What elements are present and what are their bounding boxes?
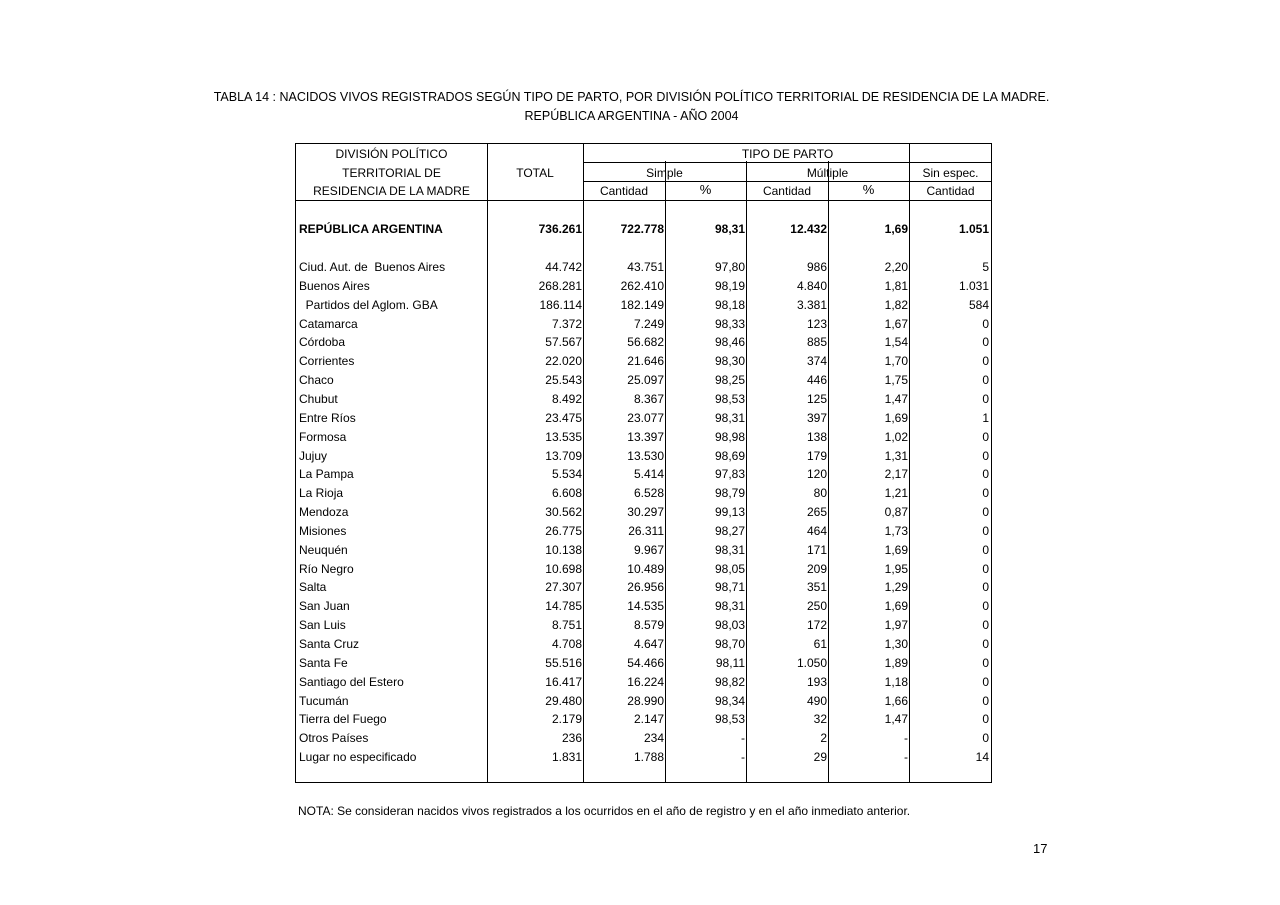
cell-simple-cantidad: 54.466 [627,656,664,670]
cell-division: Jujuy [299,449,328,463]
header-pct: % [862,182,875,197]
cell-division: San Juan [299,599,350,613]
cell-division: Buenos Aires [299,279,370,293]
cell-simple-pct: - [741,750,745,764]
cell-simple-cantidad: 4.647 [633,637,664,651]
cell-multiple-pct: 1,30 [884,637,908,651]
cell-sin-espec: 0 [982,618,989,632]
cell-total: 4.708 [551,637,582,651]
cell-multiple-pct: 2,20 [884,260,908,274]
cell-total: 1.831 [551,750,582,764]
cell-division: Partidos del Aglom. GBA [299,298,438,312]
cell-sin-espec: 0 [982,392,989,406]
cell-division: Córdoba [299,335,346,349]
cell-simple-pct: 98,98 [714,430,745,444]
cell-simple-cantidad: 30.297 [627,505,664,519]
table-subtitle: REPÚBLICA ARGENTINA - AÑO 2004 [524,109,739,123]
cell-multiple-cantidad: 490 [806,694,827,708]
cell-division: Chubut [299,392,338,406]
cell-sin-espec: 0 [982,449,989,463]
cell-simple-cantidad: 13.530 [627,449,664,463]
cell-simple-cantidad: 262.410 [620,279,664,293]
cell-total: 16.417 [545,675,582,689]
cell-sin-espec: 0 [982,543,989,557]
cell-simple-pct: 98,69 [714,449,745,463]
cell-sin-espec: 14 [975,750,989,764]
cell-multiple-pct: 1,75 [884,373,908,387]
cell-total: 26.775 [545,524,582,538]
cell-total: 27.307 [545,580,582,594]
cell-multiple-cantidad: 4.840 [796,279,827,293]
cell-total: 10.138 [545,543,582,557]
cell-simple-pct: 98,53 [714,392,745,406]
cell-total: 5.534 [551,467,582,481]
cell-sin-espec: 0 [982,637,989,651]
cell-division: Neuquén [299,543,348,557]
cell-multiple-cantidad: 209 [806,562,827,576]
header-line [583,181,991,182]
cell-simple-pct: 98,70 [714,637,745,651]
cell-sin-espec: 0 [982,354,989,368]
cell-simple-pct: 98,82 [714,675,745,689]
cell-multiple-cantidad: 179 [806,449,827,463]
cell-simple-pct: 98,34 [714,694,745,708]
cell-total: 55.516 [545,656,582,670]
cell-simple-pct: 98,31 [714,222,745,236]
cell-simple-cantidad: 8.579 [633,618,664,632]
cell-simple-pct: 97,80 [714,260,745,274]
table-title: TABLA 14 : NACIDOS VIVOS REGISTRADOS SEGÚN TIPO DE PARTO, POR DIVISIÓN POLÍTICO TERRITORIAL DE RESIDENCIA DE LA MADRE. [213,90,1050,104]
cell-multiple-pct: 1,67 [884,317,908,331]
cell-sin-espec: 0 [982,467,989,481]
cell-simple-pct: 98,33 [714,317,745,331]
cell-multiple-pct: - [904,731,908,745]
cell-sin-espec: 0 [982,317,989,331]
cell-multiple-pct: 1,69 [884,411,908,425]
cell-multiple-pct: 1,69 [884,222,908,236]
cell-sin-espec: 5 [982,260,989,274]
cell-simple-cantidad: 8.367 [633,392,664,406]
header-sin-espec: Sin espec. [922,166,979,180]
cell-multiple-pct: 1,89 [884,656,908,670]
cell-division: REPÚBLICA ARGENTINA [299,222,443,236]
cell-simple-cantidad: 56.682 [627,335,664,349]
col-divider [487,144,488,782]
col-divider [583,144,584,782]
cell-sin-espec: 0 [982,335,989,349]
cell-sin-espec: 0 [982,580,989,594]
cell-simple-pct: - [741,731,745,745]
col-divider [665,144,666,782]
cell-multiple-pct: - [904,750,908,764]
cell-sin-espec: 0 [982,675,989,689]
cell-total: 14.785 [545,599,582,613]
header-pct: % [699,182,712,197]
cell-sin-espec: 1.031 [958,279,989,293]
cell-division: La Rioja [299,486,344,500]
cell-total: 8.492 [551,392,582,406]
cell-multiple-cantidad: 80 [813,486,827,500]
cell-division: Lugar no especificado [299,750,417,764]
cell-total: 736.261 [538,222,582,236]
header-line [583,162,991,163]
cell-total: 13.709 [545,449,582,463]
cell-simple-cantidad: 6.528 [633,486,664,500]
cell-multiple-cantidad: 61 [813,637,827,651]
cell-multiple-cantidad: 171 [806,543,827,557]
cell-multiple-pct: 1,97 [884,618,908,632]
cell-multiple-pct: 0,87 [884,505,908,519]
cell-multiple-pct: 2,17 [884,467,908,481]
cell-simple-pct: 98,18 [714,298,745,312]
cell-multiple-pct: 1,21 [884,486,908,500]
cell-total: 7.372 [551,317,582,331]
cell-division: Mendoza [299,505,349,519]
cell-multiple-pct: 1,70 [884,354,908,368]
cell-total: 13.535 [545,430,582,444]
cell-total: 22.020 [545,354,582,368]
cell-division: La Pampa [299,467,354,481]
cell-simple-cantidad: 13.397 [627,430,664,444]
cell-division: Santa Cruz [299,637,360,651]
cell-sin-espec: 0 [982,712,989,726]
cell-multiple-pct: 1,69 [884,543,908,557]
header-total: TOTAL [516,166,554,180]
header-division-l3: RESIDENCIA DE LA MADRE [313,184,470,198]
cell-sin-espec: 0 [982,524,989,538]
cell-multiple-pct: 1,47 [884,712,908,726]
header-line [296,200,991,201]
cell-multiple-cantidad: 374 [806,354,827,368]
data-table [295,143,992,783]
header-division-l1: DIVISIÓN POLÍTICO [335,147,448,161]
header-tipo-parto: TIPO DE PARTO [741,147,834,161]
cell-multiple-cantidad: 265 [806,505,827,519]
cell-multiple-cantidad: 1.050 [796,656,827,670]
cell-multiple-cantidad: 12.432 [790,222,827,236]
cell-multiple-pct: 1,54 [884,335,908,349]
cell-simple-pct: 98,30 [714,354,745,368]
cell-multiple-cantidad: 123 [806,317,827,331]
col-divider [828,144,829,782]
cell-simple-pct: 98,53 [714,712,745,726]
cell-multiple-pct: 1,47 [884,392,908,406]
cell-division: Tucumán [299,694,349,708]
cell-division: Ciud. Aut. de Buenos Aires [299,260,446,274]
cell-simple-cantidad: 7.249 [633,317,664,331]
cell-multiple-cantidad: 193 [806,675,827,689]
cell-simple-pct: 98,11 [715,656,745,670]
cell-division: Corrientes [299,354,355,368]
cell-sin-espec: 584 [968,298,989,312]
cell-total: 6.608 [551,486,582,500]
cell-multiple-cantidad: 3.381 [796,298,827,312]
cell-simple-cantidad: 23.077 [627,411,664,425]
cell-multiple-cantidad: 986 [806,260,827,274]
cell-simple-cantidad: 722.778 [620,222,664,236]
cell-multiple-cantidad: 120 [806,467,827,481]
cell-multiple-cantidad: 397 [806,411,827,425]
cell-sin-espec: 0 [982,486,989,500]
header-cantidad: Cantidad [762,184,812,198]
page-number: 17 [1033,841,1048,856]
cell-multiple-cantidad: 138 [806,430,827,444]
cell-sin-espec: 0 [982,694,989,708]
cell-sin-espec: 0 [982,430,989,444]
cell-simple-cantidad: 1.788 [633,750,664,764]
cell-total: 236 [561,731,582,745]
cell-simple-cantidad: 21.646 [627,354,664,368]
cell-multiple-pct: 1,29 [884,580,908,594]
cell-total: 268.281 [538,279,582,293]
cell-multiple-cantidad: 464 [806,524,827,538]
cell-simple-cantidad: 25.097 [627,373,664,387]
cell-sin-espec: 0 [982,373,989,387]
header-cantidad: Cantidad [599,184,649,198]
cell-simple-pct: 98,19 [714,279,745,293]
header-multiple: Múltiple [806,166,849,180]
cell-multiple-cantidad: 32 [813,712,827,726]
cell-multiple-cantidad: 885 [806,335,827,349]
cell-division: Santa Fe [299,656,348,670]
cell-simple-cantidad: 16.224 [627,675,664,689]
cell-simple-cantidad: 26.311 [628,524,664,538]
cell-multiple-cantidad: 446 [806,373,827,387]
cell-total: 8.751 [551,618,582,632]
cell-total: 186.114 [539,298,582,312]
cell-simple-pct: 98,79 [714,486,745,500]
cell-division: Santiago del Estero [299,675,404,689]
cell-simple-cantidad: 234 [643,731,664,745]
cell-sin-espec: 0 [982,562,989,576]
cell-division: Entre Ríos [299,411,356,425]
cell-multiple-pct: 1,95 [884,562,908,576]
cell-division: Río Negro [299,562,354,576]
cell-division: Formosa [299,430,347,444]
cell-sin-espec: 1 [982,411,989,425]
cell-simple-cantidad: 14.535 [627,599,664,613]
header-division-l2: TERRITORIAL DE [342,166,441,180]
cell-sin-espec: 0 [982,505,989,519]
header-simple: Simple [646,166,683,180]
col-divider [746,144,747,782]
cell-simple-cantidad: 28.990 [627,694,664,708]
cell-total: 23.475 [545,411,582,425]
cell-multiple-cantidad: 172 [806,618,827,632]
cell-simple-cantidad: 5.414 [633,467,664,481]
cell-multiple-cantidad: 2 [820,731,827,745]
cell-sin-espec: 0 [982,731,989,745]
col-divider [909,144,910,782]
cell-simple-pct: 97,83 [714,467,745,481]
cell-simple-cantidad: 9.967 [633,543,664,557]
cell-simple-pct: 98,05 [714,562,745,576]
cell-multiple-cantidad: 125 [806,392,827,406]
cell-simple-cantidad: 10.489 [627,562,664,576]
table-note: NOTA: Se consideran nacidos vivos registrados a los ocurridos en el año de registro y en el año inmediato anterior. [298,804,911,818]
cell-multiple-pct: 1,73 [884,524,908,538]
cell-multiple-pct: 1,82 [884,298,908,312]
cell-multiple-cantidad: 351 [806,580,827,594]
cell-multiple-pct: 1,81 [884,279,908,293]
cell-total: 44.742 [545,260,582,274]
cell-total: 10.698 [545,562,582,576]
cell-division: San Luis [299,618,346,632]
cell-simple-cantidad: 182.149 [620,298,664,312]
cell-multiple-cantidad: 250 [806,599,827,613]
cell-sin-espec: 0 [982,599,989,613]
cell-division: Otros Países [299,731,369,745]
cell-total: 2.179 [551,712,582,726]
cell-simple-pct: 98,31 [714,599,745,613]
cell-division: Tierra del Fuego [299,712,387,726]
header-cantidad: Cantidad [926,184,975,198]
cell-simple-pct: 98,25 [714,373,745,387]
cell-division: Misiones [299,524,347,538]
cell-division: Chaco [299,373,334,387]
cell-division: Catamarca [299,317,358,331]
cell-simple-pct: 98,31 [714,543,745,557]
cell-total: 57.567 [545,335,582,349]
cell-division: Salta [299,580,327,594]
cell-simple-cantidad: 26.956 [627,580,664,594]
cell-multiple-pct: 1,02 [884,430,908,444]
cell-multiple-cantidad: 29 [813,750,827,764]
cell-simple-cantidad: 43.751 [627,260,664,274]
cell-simple-pct: 98,46 [714,335,745,349]
cell-simple-pct: 99,13 [714,505,745,519]
cell-multiple-pct: 1,69 [884,599,908,613]
cell-multiple-pct: 1,18 [884,675,908,689]
cell-simple-pct: 98,31 [714,411,745,425]
cell-total: 30.562 [545,505,582,519]
cell-simple-pct: 98,03 [714,618,745,632]
cell-simple-cantidad: 2.147 [633,712,664,726]
cell-multiple-pct: 1,66 [884,694,908,708]
cell-total: 25.543 [545,373,582,387]
cell-multiple-pct: 1,31 [884,449,908,463]
cell-simple-pct: 98,27 [714,524,745,538]
cell-sin-espec: 1.051 [958,222,989,236]
cell-simple-pct: 98,71 [714,580,745,594]
cell-sin-espec: 0 [982,656,989,670]
cell-total: 29.480 [545,694,582,708]
